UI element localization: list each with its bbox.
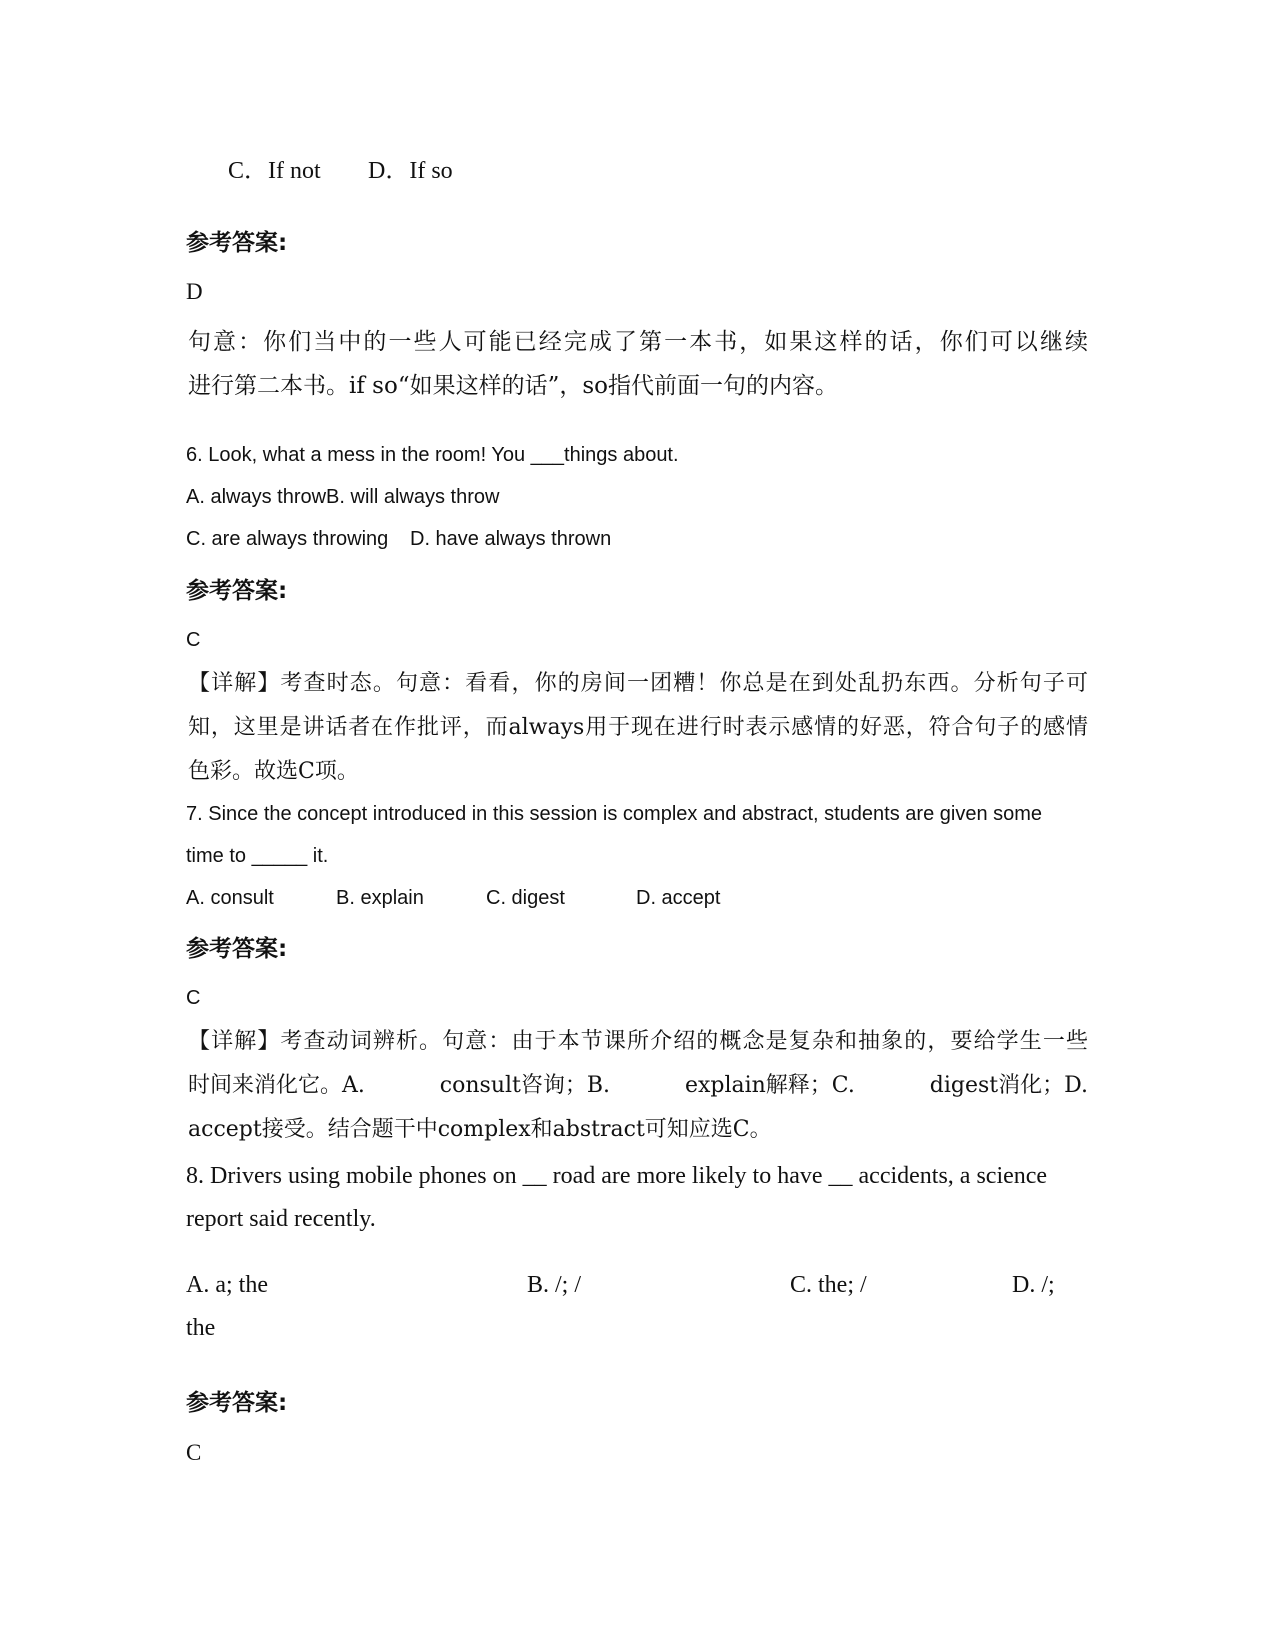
q7-option-d: D. accept: [636, 887, 721, 909]
q5-explanation: [188, 320, 1088, 408]
q5-option-d: D．If so: [368, 158, 453, 184]
q5-explanation-line1: 句意：你们当中的一些人可能已经完成了第一本书，如果这样的话，你们可以继续: [188, 329, 1088, 355]
q5-explanation-line2: 进行第二本书。if so“如果这样的话”，so指代前面一句的内容。: [188, 373, 838, 399]
q8-stem-line1: 8. Drivers using mobile phones on __ road are more likely to have __ accidents, a science: [186, 1163, 1048, 1189]
q7-option-a: A. consult: [186, 887, 274, 909]
q7-explanation-line2-part3: explain解释；C.: [684, 1073, 855, 1098]
q6-answer-heading: 参考答案:: [186, 578, 288, 604]
q7-explanation-line2-part2: consult咨询；B.: [439, 1073, 611, 1098]
q7-explanation-line2-part1: 时间来消化它。A.: [188, 1073, 365, 1098]
q7-explanation-line1: 【详解】考查动词辨析。句意：由于本节课所介绍的概念是复杂和抽象的，要给学生一些: [188, 1029, 1088, 1054]
q6-option-c: C. are always throwing: [186, 528, 389, 550]
q7-stem-line1: 7. Since the concept introduced in this session is complex and abstract, students are given some: [186, 803, 1043, 825]
q7-option-c: C. digest: [486, 887, 565, 909]
q8-option-d-wrap: the: [186, 1315, 216, 1341]
q8-option-b: B. /; /: [527, 1272, 582, 1298]
q6-options-ab: A. always throwB. will always throw: [186, 486, 500, 508]
q7-option-b: B. explain: [336, 887, 424, 909]
q5-option-c: C．If not: [228, 158, 321, 184]
q7-explanation-line2: [188, 1064, 1088, 1108]
q8-answer: C: [186, 1440, 202, 1465]
q7-stem-line2: time to _____ it.: [186, 845, 329, 867]
q8-stem-line2: report said recently.: [186, 1206, 376, 1232]
q6-explanation-line1: 【详解】考查时态。句意：看看，你的房间一团糟！你总是在到处乱扔东西。分析句子可: [188, 671, 1088, 696]
q7-explanation-line2-part4: digest消化；D.: [929, 1073, 1088, 1098]
q5-answer-heading: 参考答案:: [186, 230, 288, 256]
q7-explanation: [188, 1020, 1088, 1152]
q6-answer: C: [186, 629, 201, 651]
q6-explanation-line3: 色彩。故选C项。: [188, 759, 359, 784]
q5-answer: D: [186, 279, 203, 304]
q6-explanation: [188, 662, 1088, 794]
q6-stem: 6. Look, what a mess in the room! You ___things about.: [186, 444, 679, 466]
q8-answer-heading: 参考答案:: [186, 1390, 288, 1416]
q6-explanation-line2: 知，这里是讲话者在作批评，而always用于现在进行时表示感情的好恶，符合句子的感情: [188, 715, 1088, 740]
q7-answer: C: [186, 987, 201, 1009]
q7-explanation-line3: accept接受。结合题干中complex和abstract可知应选C。: [188, 1117, 772, 1142]
q7-answer-heading: 参考答案:: [186, 936, 288, 962]
q8-option-d: D. /;: [1012, 1272, 1055, 1298]
q6-option-d: D. have always thrown: [410, 528, 612, 550]
q8-option-a: A. a; the: [186, 1272, 268, 1298]
q8-option-c: C. the; /: [790, 1272, 867, 1298]
